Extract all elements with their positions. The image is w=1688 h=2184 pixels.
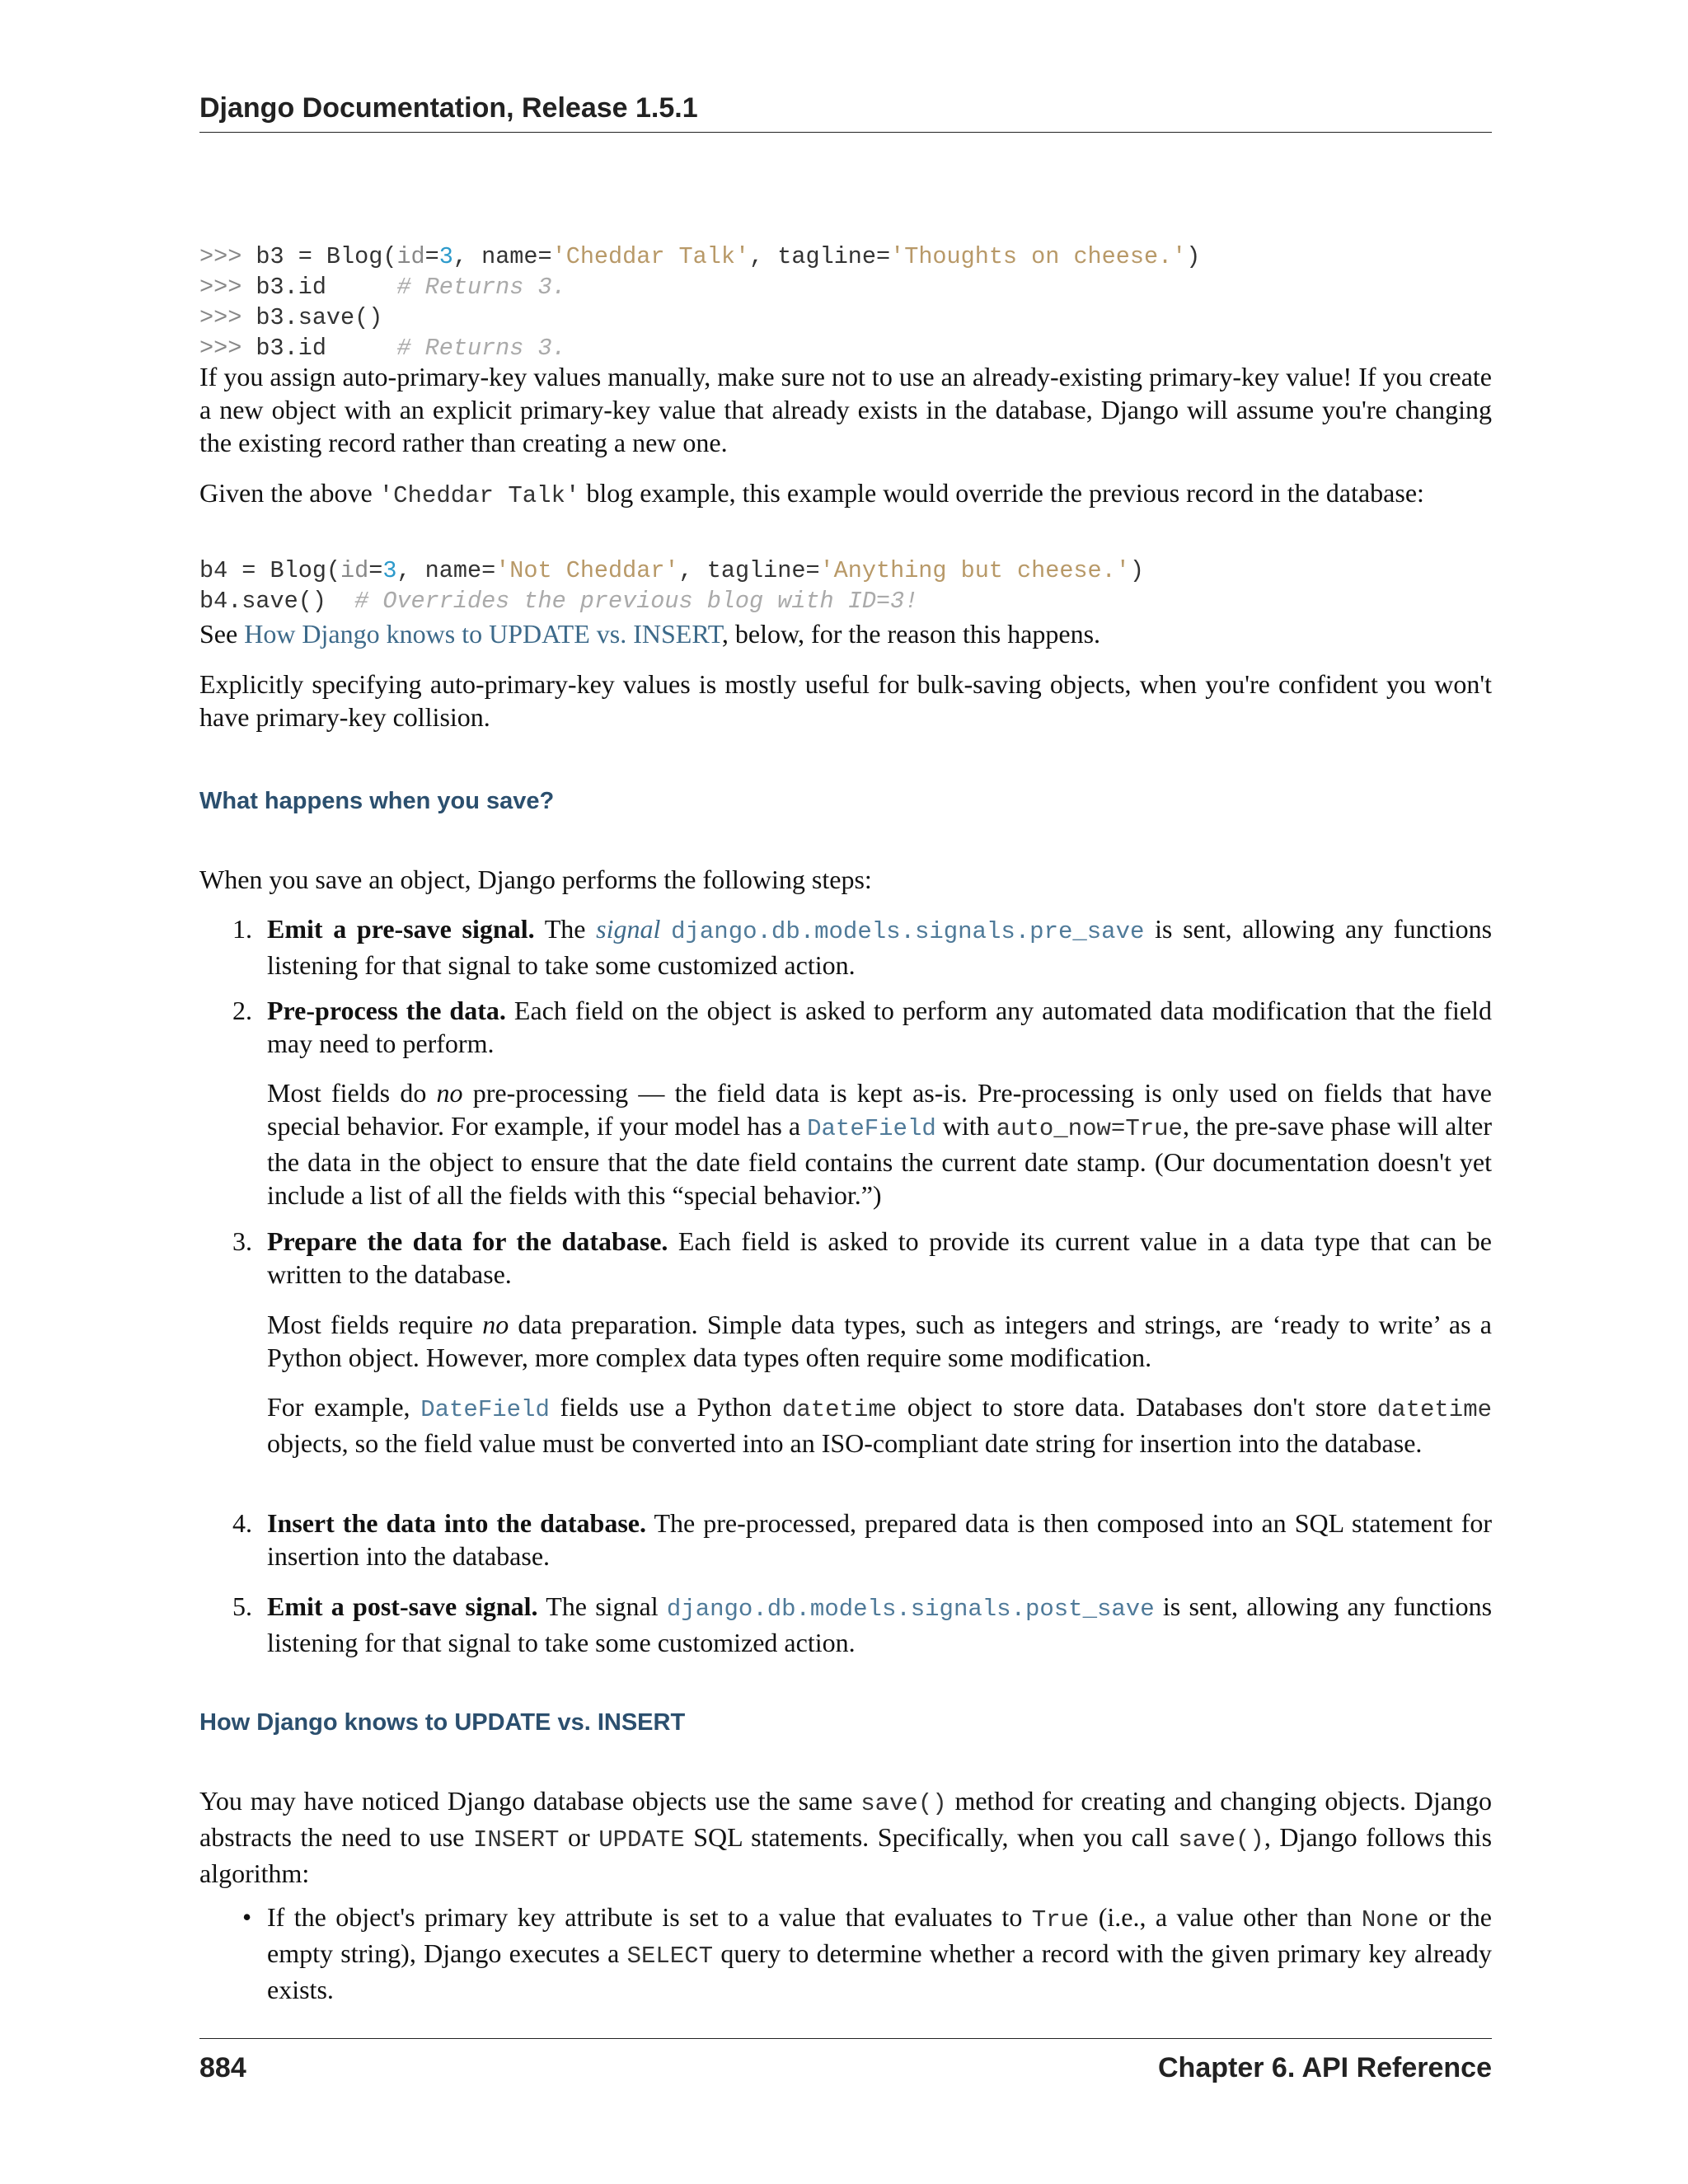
code-line: >>> b3.id # Returns 3. (199, 335, 566, 362)
code-line: b4.save() # Overrides the previous blog with ID=3! (199, 588, 919, 615)
list-item-step-1: 1. Emit a pre-save signal. The signal django.db.models.signals.pre_save is sent, allowing any functions listening for that signal to take some customized action. (232, 914, 1493, 980)
paragraph-cheddar-example: Given the above 'Cheddar Talk' blog example, this example would override the previous record in the database: (199, 478, 1424, 509)
datefield-link[interactable]: DateField (807, 1115, 936, 1142)
code-line: b4 = Blog(id=3, name='Not Cheddar', tagline='Anything but cheese.') (199, 557, 1144, 584)
page-number: 884 (199, 2052, 246, 2083)
list-item-step-3-example: For example, DateField fields use a Python datetime object to store data. Databases don't store datetime objects, so the field value must be converted into an ISO-compliant date string for insertion into the database. (267, 1392, 1493, 1458)
running-footer (199, 2038, 1492, 2083)
list-item-step-4: 4. Insert the data into the database. The pre-processed, prepared data is then composed into an SQL statement for insertion into the database. (232, 1508, 1493, 1571)
paragraph-save-intro: When you save an object, Django performs the following steps: (199, 865, 872, 894)
list-item-step-5: 5. Emit a post-save signal. The signal django.db.models.signals.post_save is sent, allowing any functions listening for that signal to take some customized action. (232, 1591, 1493, 1657)
code-line: >>> b3.id # Returns 3. (199, 274, 566, 301)
bullet-icon: • (242, 1902, 252, 1932)
pre-save-link[interactable]: django.db.models.signals.pre_save (671, 918, 1145, 945)
section-heading-update-insert: How Django knows to UPDATE vs. INSERT (199, 1709, 686, 1736)
code-line: >>> b3 = Blog(id=3, name='Cheddar Talk', tagline='Thoughts on cheese.') (199, 243, 1201, 270)
signal-link[interactable]: signal (596, 914, 661, 944)
paragraph-save-algorithm: You may have noticed Django database objects use the same save() method for creating and changing objects. Django abstracts the need to use INSERT or UPDATE SQL statements. Specifically, when you call save(), Django follows this algorithm: (199, 1786, 1493, 1888)
chapter-title: Chapter 6. API Reference (1158, 2052, 1492, 2083)
section-heading-save: What happens when you save? (199, 788, 555, 814)
code-block-b3 (199, 211, 1200, 363)
list-item-step-2: 2. Pre-process the data. Each field on the object is asked to perform any automated data modification that the field may need to perform. (232, 996, 1493, 1058)
post-save-link[interactable]: django.db.models.signals.post_save (666, 1596, 1155, 1623)
code-line: >>> b3.save() (199, 304, 383, 331)
datefield-link[interactable]: DateField (420, 1396, 550, 1423)
paragraph-manual-keys: If you assign auto-primary-key values manually, make sure not to use an already-existing primary-key value! If you create a new object with an explicit primary-key value that already exists in the database, Django will assume you're changing the existing record rather than creating a new one. (199, 362, 1492, 457)
list-item-step-3: 3. Prepare the data for the database. Each field is asked to provide its current value in a data type that can be written to the database. (232, 1226, 1493, 1289)
update-insert-link[interactable]: How Django knows to UPDATE vs. INSERT (244, 619, 722, 649)
code-block-b4 (199, 525, 1144, 616)
list-item-step-3-detail: Most fields require no data preparation. Simple data types, such as integers and strings, are ‘ready to write’ as a Python object. However, more complex data types often require some modification. (267, 1310, 1493, 1372)
paragraph-see-link: See How Django knows to UPDATE vs. INSERT, below, for the reason this happens. (199, 619, 1101, 649)
bullet-item-primary-key: • If the object's primary key attribute is set to a value that evaluates to True (i.e., a value other than None or the empty string), Django executes a SELECT query to determine whether a record with the given primary key already exists. (242, 1902, 1493, 2004)
paragraph-bulk-saving: Explicitly specifying auto-primary-key values is mostly useful for bulk-saving objects, when you're confident you won't have primary-key collision. (199, 669, 1492, 732)
list-item-step-2-detail: Most fields do no pre-processing — the field data is kept as-is. Pre-processing is only used on fields that have special behavior. For example, if your model has a DateField with auto_now=True, the pre-save phase will alter the data in the object to ensure that the date field contains the current date stamp. (Our documentation doesn't yet include a list of all the fields with this “special behavior.”) (267, 1078, 1493, 1210)
header-title: Django Documentation, Release 1.5.1 (199, 92, 698, 124)
running-header (199, 92, 1492, 133)
